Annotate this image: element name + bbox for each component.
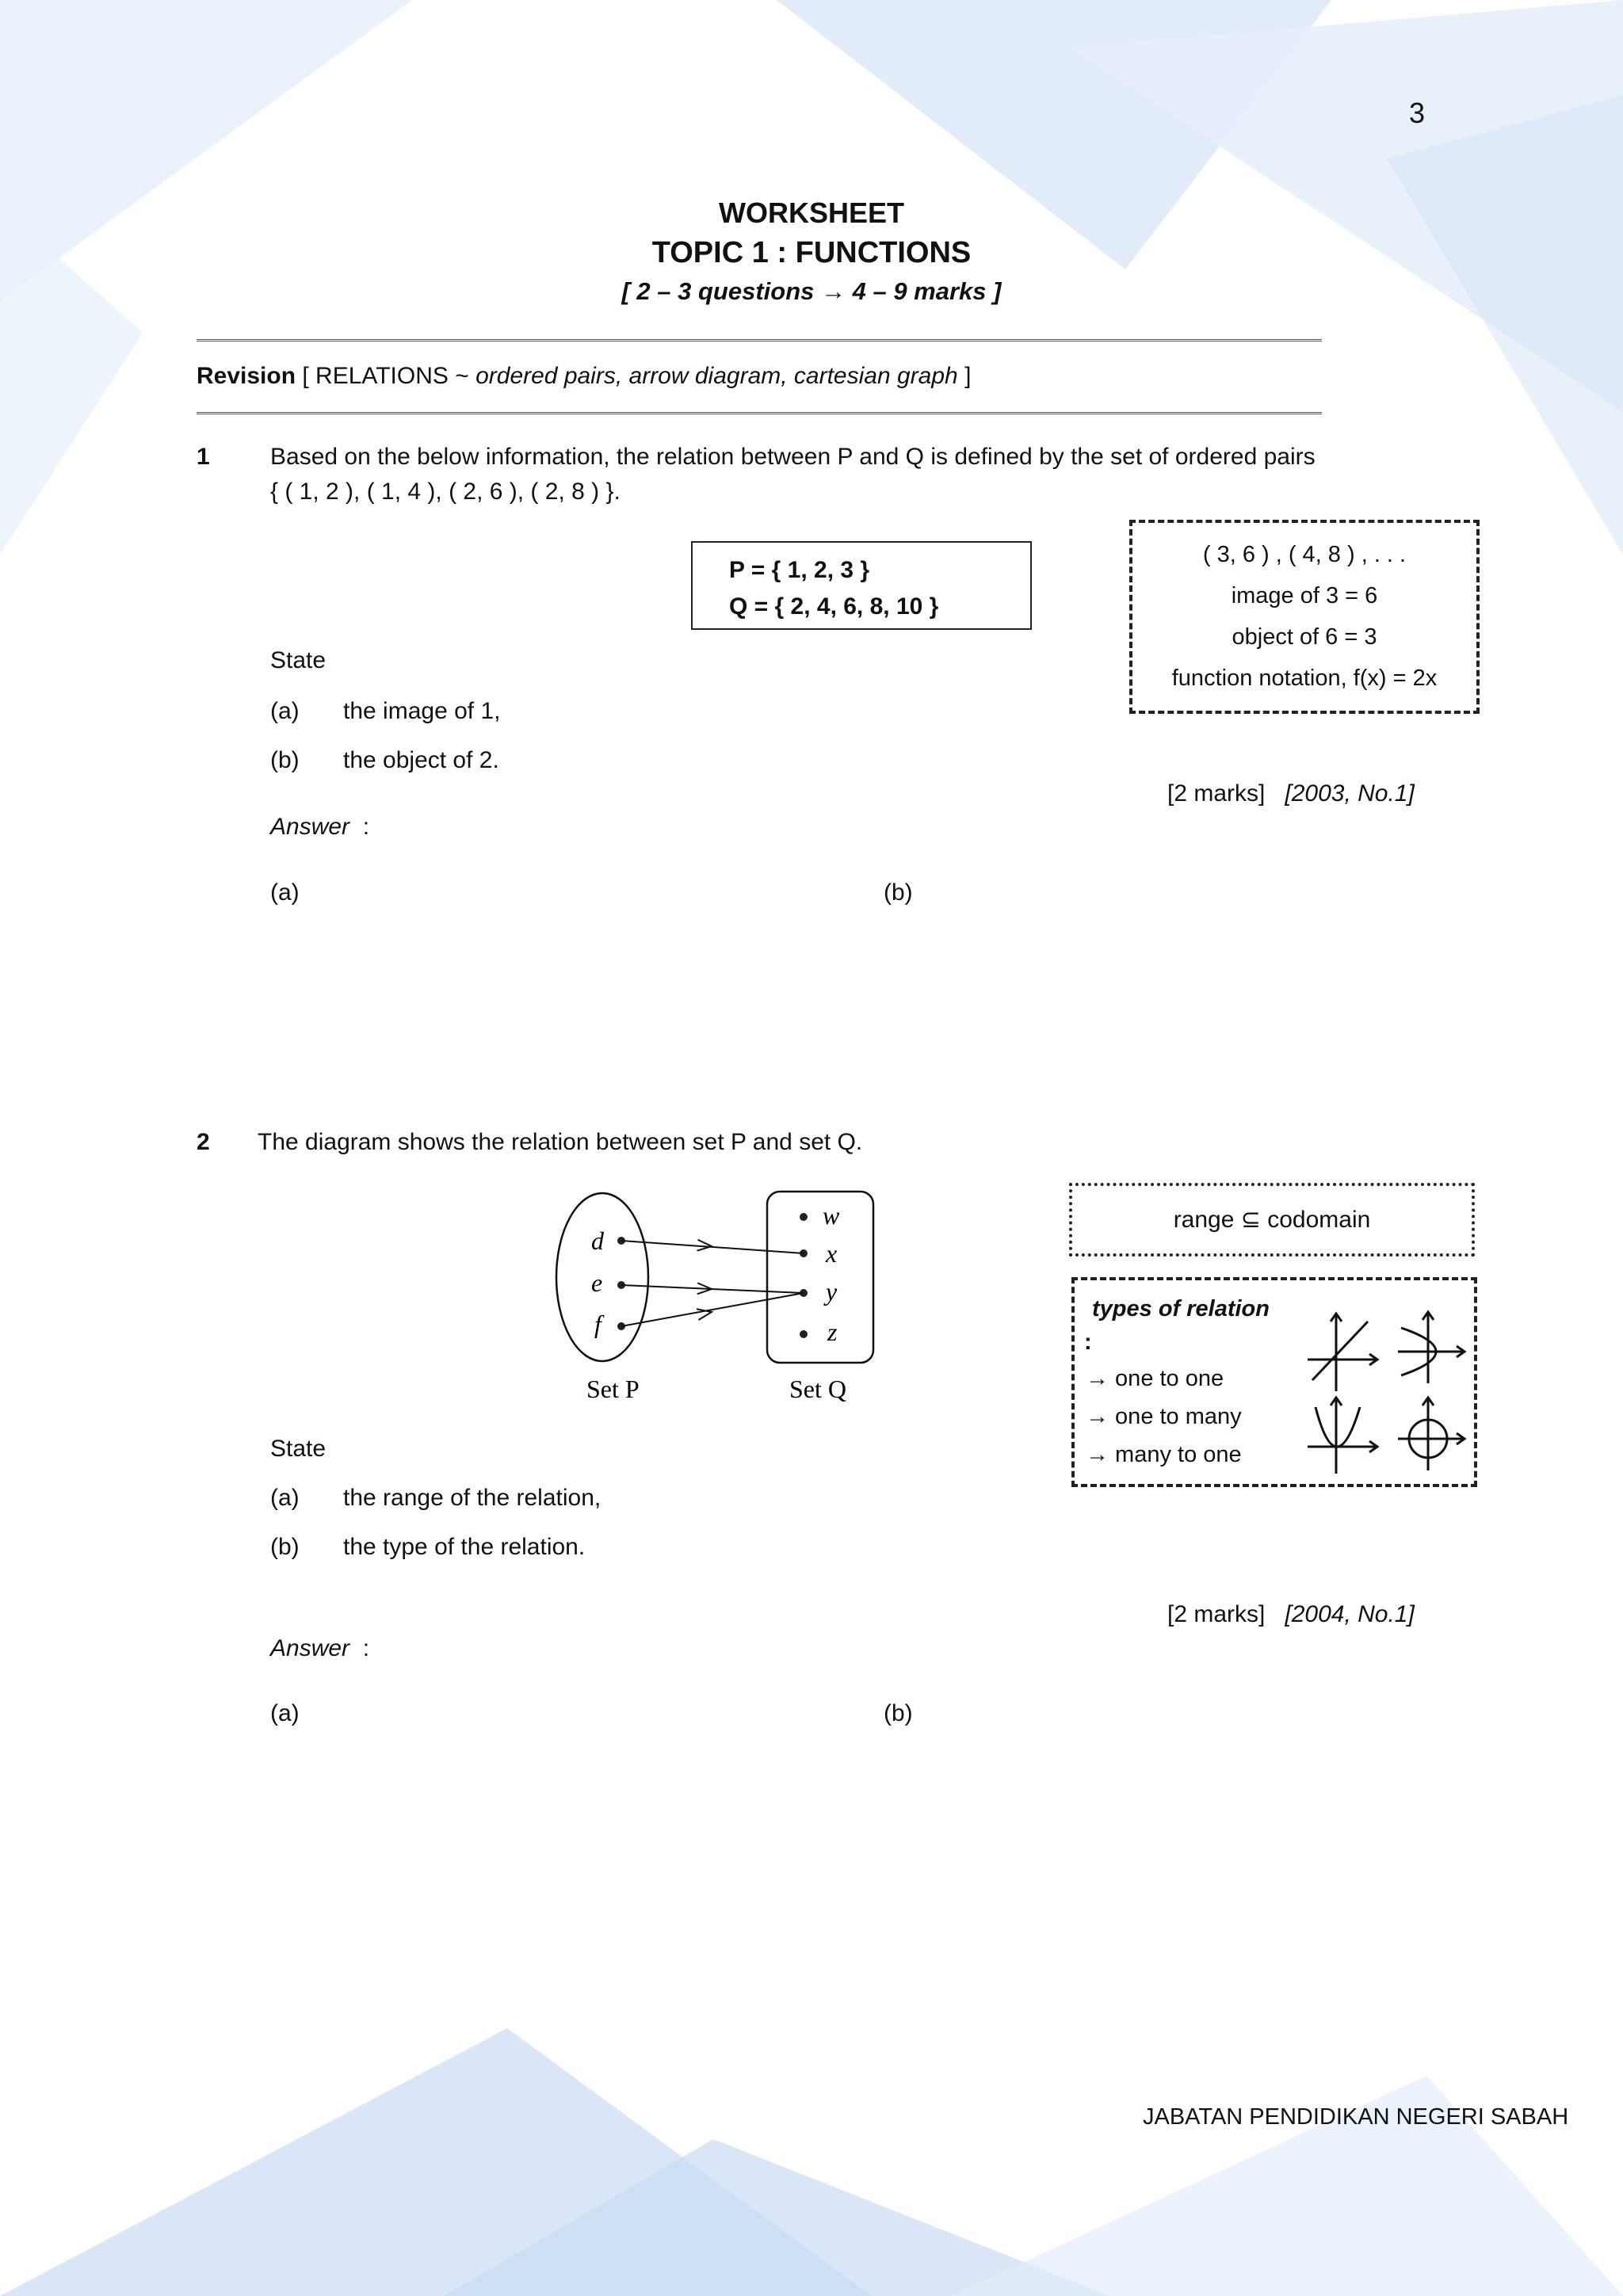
q2-source: [2004, No.1] [1285,1601,1415,1627]
revision-line [197,363,971,390]
question-2-text: The diagram shows the relation between set P and set Q. [258,1129,863,1155]
page-number: 3 [1409,97,1426,129]
question-1-text-line2: { ( 1, 2 ), ( 1, 4 ), ( 2, 6 ), ( 2, 8 ) }. [270,479,621,505]
question-1-state: State [270,647,327,673]
set-q-label: Set Q [789,1375,846,1403]
set-q: Q = { 2, 4, 6, 8, 10 } [729,593,939,620]
type-many-to-one: → many to one [1086,1442,1242,1467]
divider [197,412,1322,414]
types-hint-box [1071,1277,1477,1487]
label-f: f [594,1310,601,1338]
q2-answer-colon: : [362,1635,370,1661]
q2-part-b-text: the type of the relation. [343,1534,586,1560]
q1-answer-label: Answer [270,814,350,840]
q2-part-a-label: (a) [270,1485,300,1511]
label-y: y [826,1277,838,1306]
question-2-number: 2 [197,1129,210,1155]
q1-answer [270,814,369,841]
q2-answer-label: Answer [270,1635,350,1661]
type-one-to-many: → one to many [1086,1404,1242,1429]
revision-bracket-close: ] [964,363,972,389]
q1-part-a-text: the image of 1, [343,698,501,724]
hint-line-4: function notation, f(x) = 2x [1171,666,1438,691]
hint-line-3: object of 6 = 3 [1232,624,1377,650]
set-p-label: Set P [586,1375,640,1403]
types-colon: : [1084,1329,1092,1355]
mapping-d-x [621,1241,804,1253]
range-hint-box: range ⊆ codomain [1069,1183,1475,1257]
footer: JABATAN PENDIDIKAN NEGERI SABAH [1143,2104,1569,2130]
q1-marks [1167,780,1415,807]
q1-part-b-label: (b) [270,747,300,773]
revision-items: ordered pairs, arrow diagram, cartesian graph [475,363,958,389]
hint-line-1: ( 3, 6 ) , ( 4, 8 ) , . . . [1202,542,1407,567]
label-d: d [591,1226,604,1255]
q2-part-a-text: the range of the relation, [343,1485,601,1511]
q1-marks-count: [2 marks] [1167,780,1266,807]
q2-marks-count: [2 marks] [1167,1601,1266,1627]
question-1-number: 1 [197,444,210,470]
q2-answer-a[interactable]: (a) [270,1700,300,1726]
q2-marks [1167,1601,1415,1628]
label-w: w [823,1201,840,1230]
arrow-diagram [555,1185,888,1415]
worksheet-title: WORKSHEET [719,196,904,229]
question-2-state: State [270,1436,327,1462]
q2-answer-b[interactable]: (b) [884,1700,913,1726]
label-x: x [826,1239,838,1268]
label-e: e [591,1268,603,1297]
label-z: z [827,1318,838,1346]
q1-part-b-text: the object of 2. [343,747,499,773]
set-p: P = { 1, 2, 3 } [729,557,870,583]
q1-answer-b[interactable]: (b) [884,879,913,906]
q2-part-b-label: (b) [270,1534,300,1560]
hint-box-1 [1129,520,1480,714]
types-heading: types of relation [1092,1296,1270,1322]
topic-title: TOPIC 1 : FUNCTIONS [651,236,972,269]
revision-bracket-open: [ RELATIONS ~ [302,363,469,389]
point-z [800,1330,808,1338]
sets-box [691,541,1032,630]
type-one-to-one: → one to one [1086,1366,1224,1391]
q1-source: [2003, No.1] [1285,780,1415,807]
hint-line-2: image of 3 = 6 [1231,583,1378,608]
relation-graph-icons [1296,1304,1471,1478]
q1-answer-a[interactable]: (a) [270,879,300,906]
marks-info: [ 2 – 3 questions → 4 – 9 marks ] [621,277,1002,305]
q1-part-a-label: (a) [270,698,300,724]
set-q-rect [767,1192,873,1363]
mapping-f-y [621,1293,804,1326]
question-1-text-line1: Based on the below information, the relation between P and Q is defined by the set of ordered pairs [270,444,1316,470]
q1-answer-colon: : [362,814,370,840]
divider [197,339,1322,341]
point-w [800,1213,808,1221]
q2-answer [270,1635,369,1662]
revision-label: Revision [197,363,296,389]
